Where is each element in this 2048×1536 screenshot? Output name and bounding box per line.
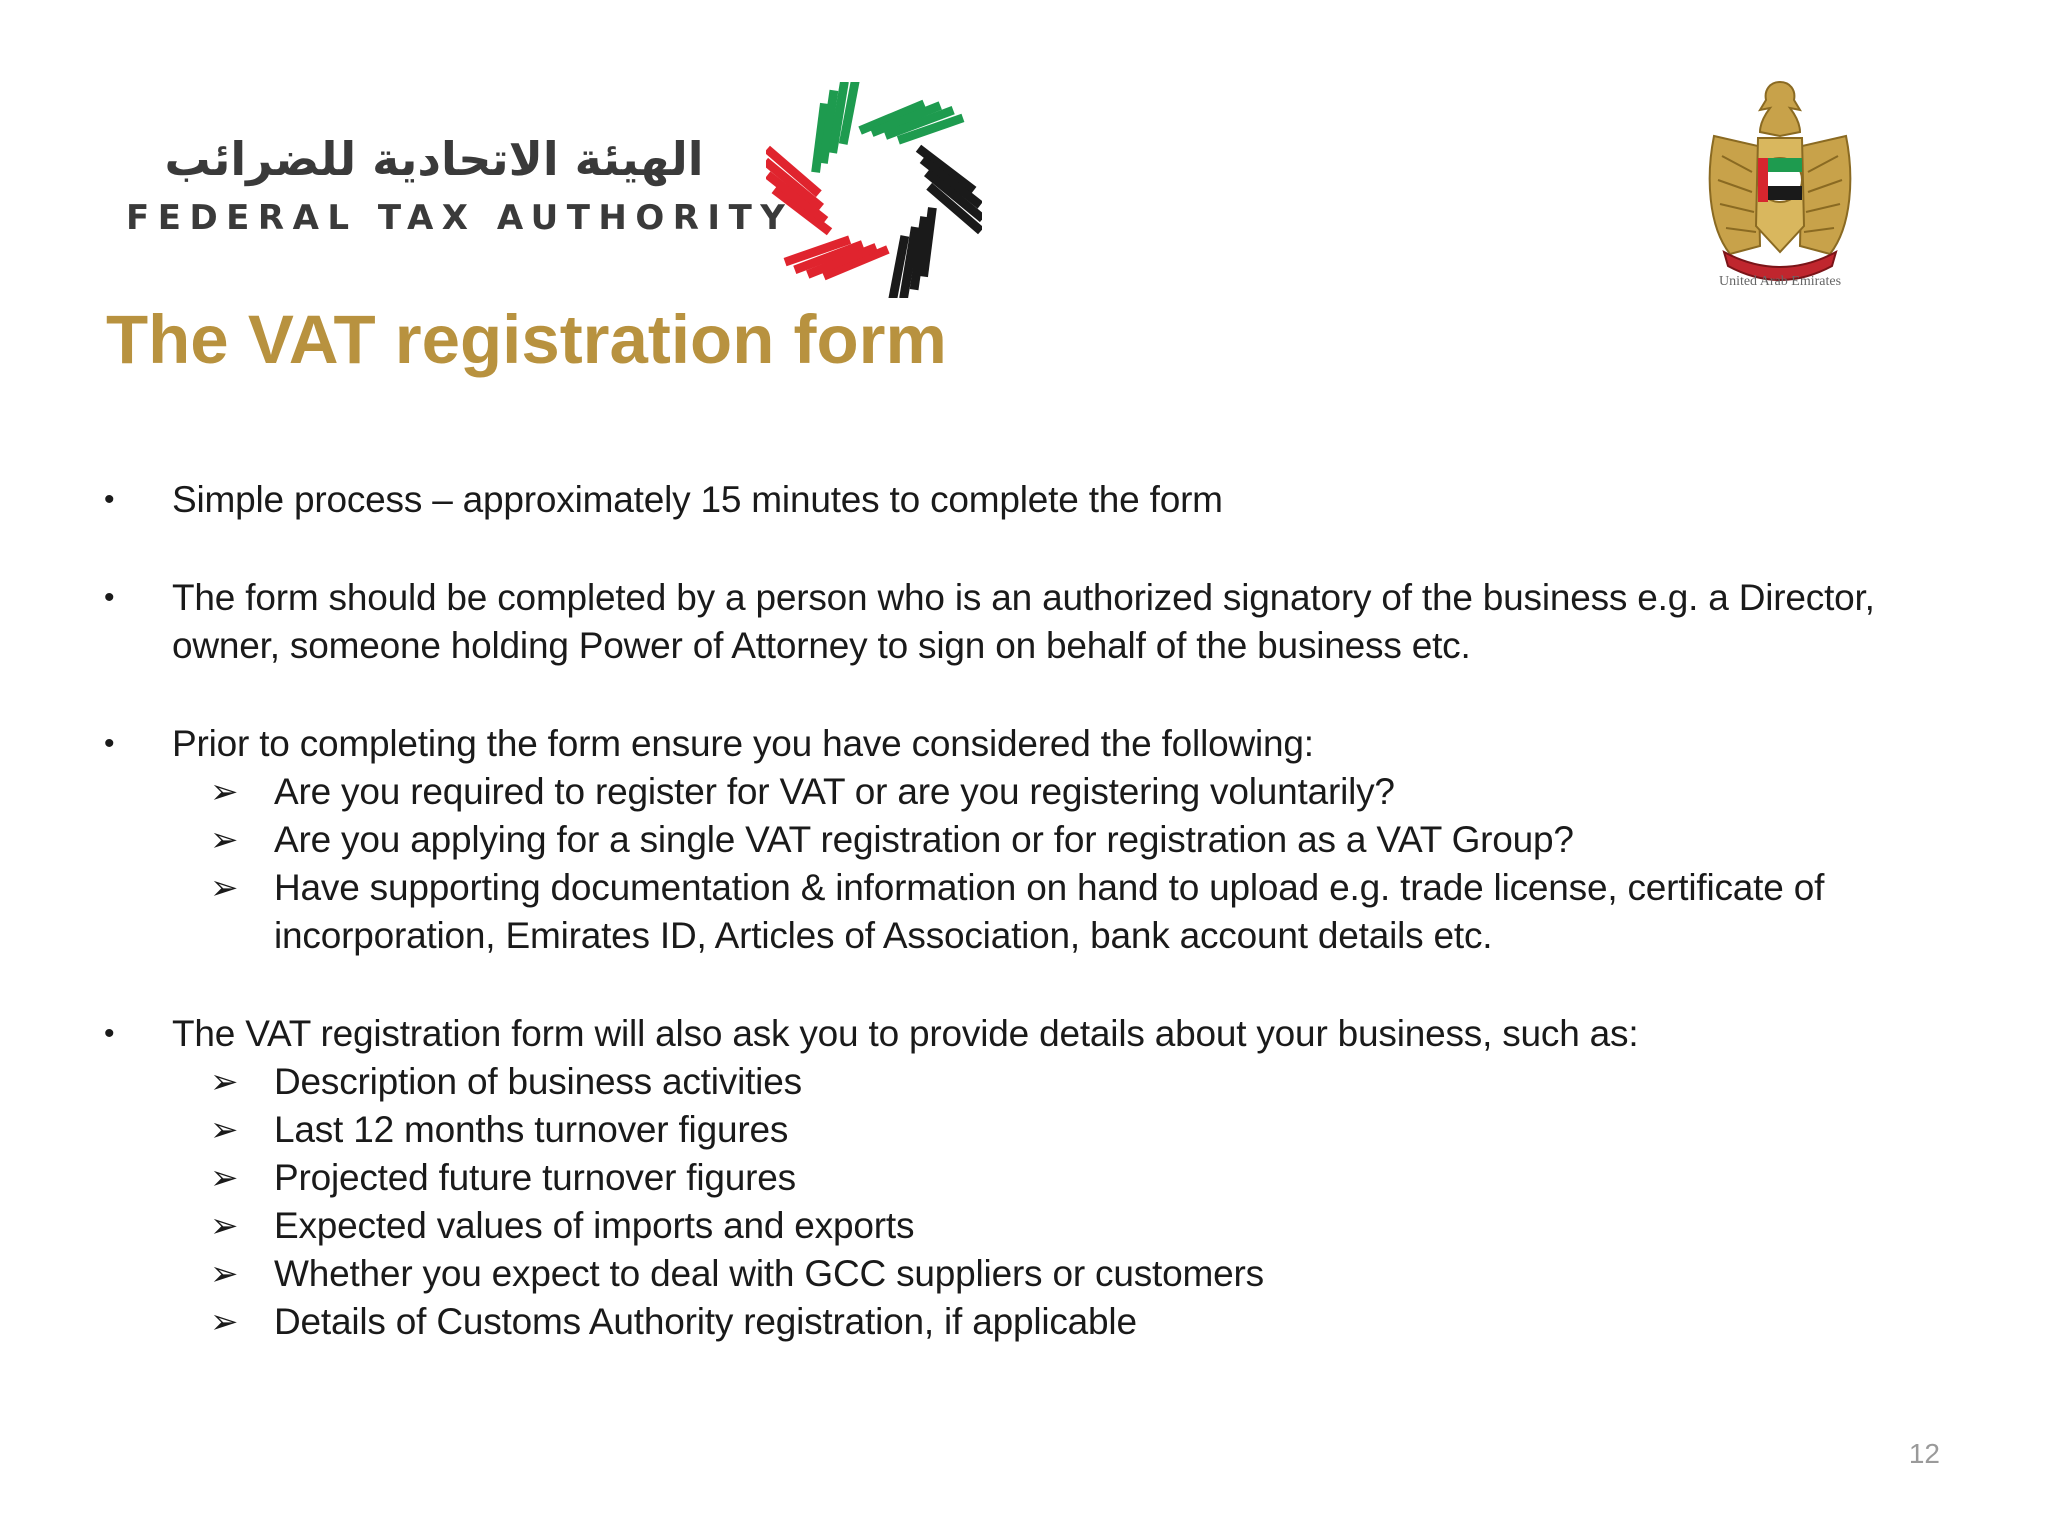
sub-item	[0, 864, 2048, 956]
arrow-bullet-icon: ➢	[210, 1207, 239, 1245]
arrow-bullet-icon: ➢	[210, 1111, 239, 1149]
sub-item-text: Expected values of imports and exports	[274, 1205, 915, 1246]
arrow-bullet-icon: ➢	[210, 1303, 239, 1341]
fta-logo	[126, 82, 986, 292]
bullet-marker: •	[104, 581, 115, 614]
sub-item-text: Description of business activities	[274, 1061, 802, 1102]
bullet-marker: •	[104, 727, 115, 760]
arrow-bullet-icon: ➢	[210, 1159, 239, 1197]
page-number: 12	[1908, 1438, 1940, 1469]
arrow-bullet-icon: ➢	[210, 821, 239, 859]
sub-item-text: Whether you expect to deal with GCC suppliers or customers	[274, 1253, 1264, 1294]
bullet-text: The form should be completed by a person who is an authorized signatory of the business e.g. a Director, owner, someone holding Power of Attorney to sign on behalf of the business etc.	[172, 577, 1875, 666]
sub-item-text: Are you applying for a single VAT registration or for registration as a VAT Group?	[274, 819, 1574, 860]
org-name-arabic: الهيئة الاتحادية للضرائب	[164, 132, 704, 186]
sub-item	[0, 768, 2048, 816]
fta-emblem-icon	[766, 82, 982, 298]
bullet-marker: •	[104, 1017, 115, 1050]
slide-title: The VAT registration form	[106, 301, 947, 378]
sub-item	[0, 1250, 2048, 1298]
sub-item	[0, 1106, 2048, 1154]
arrow-bullet-icon: ➢	[210, 869, 239, 907]
arrow-bullet-icon: ➢	[210, 1255, 239, 1293]
arrow-bullet-icon: ➢	[210, 773, 239, 811]
uae-emblem-caption: United Arab Emirates	[1718, 274, 1842, 289]
sub-item	[0, 816, 2048, 864]
bullet-text: Simple process – approximately 15 minutes to complete the form	[172, 479, 1223, 520]
sub-item-text: Have supporting documentation & information on hand to upload e.g. trade license, certificate of incorporation, Emirates ID, Articles of Association, bank account details etc.	[274, 867, 1825, 956]
sub-item	[0, 1058, 2048, 1106]
bullet-text: Prior to completing the form ensure you have considered the following:	[172, 723, 1314, 764]
sub-item	[0, 1154, 2048, 1202]
sub-item	[0, 1298, 2048, 1346]
uae-falcon-emblem-icon	[1700, 76, 1860, 296]
bullet-text: The VAT registration form will also ask you to provide details about your business, such as:	[172, 1013, 1639, 1054]
bullet-marker: •	[104, 483, 115, 516]
arrow-bullet-icon: ➢	[210, 1063, 239, 1101]
sub-item-text: Details of Customs Authority registration, if applicable	[274, 1301, 1137, 1342]
sub-item-text: Are you required to register for VAT or are you registering voluntarily?	[274, 771, 1395, 812]
sub-item-text: Projected future turnover figures	[274, 1157, 796, 1198]
org-name-english: FEDERAL TAX AUTHORITY	[126, 198, 794, 238]
sub-item	[0, 1202, 2048, 1250]
sub-item-text: Last 12 months turnover figures	[274, 1109, 789, 1150]
